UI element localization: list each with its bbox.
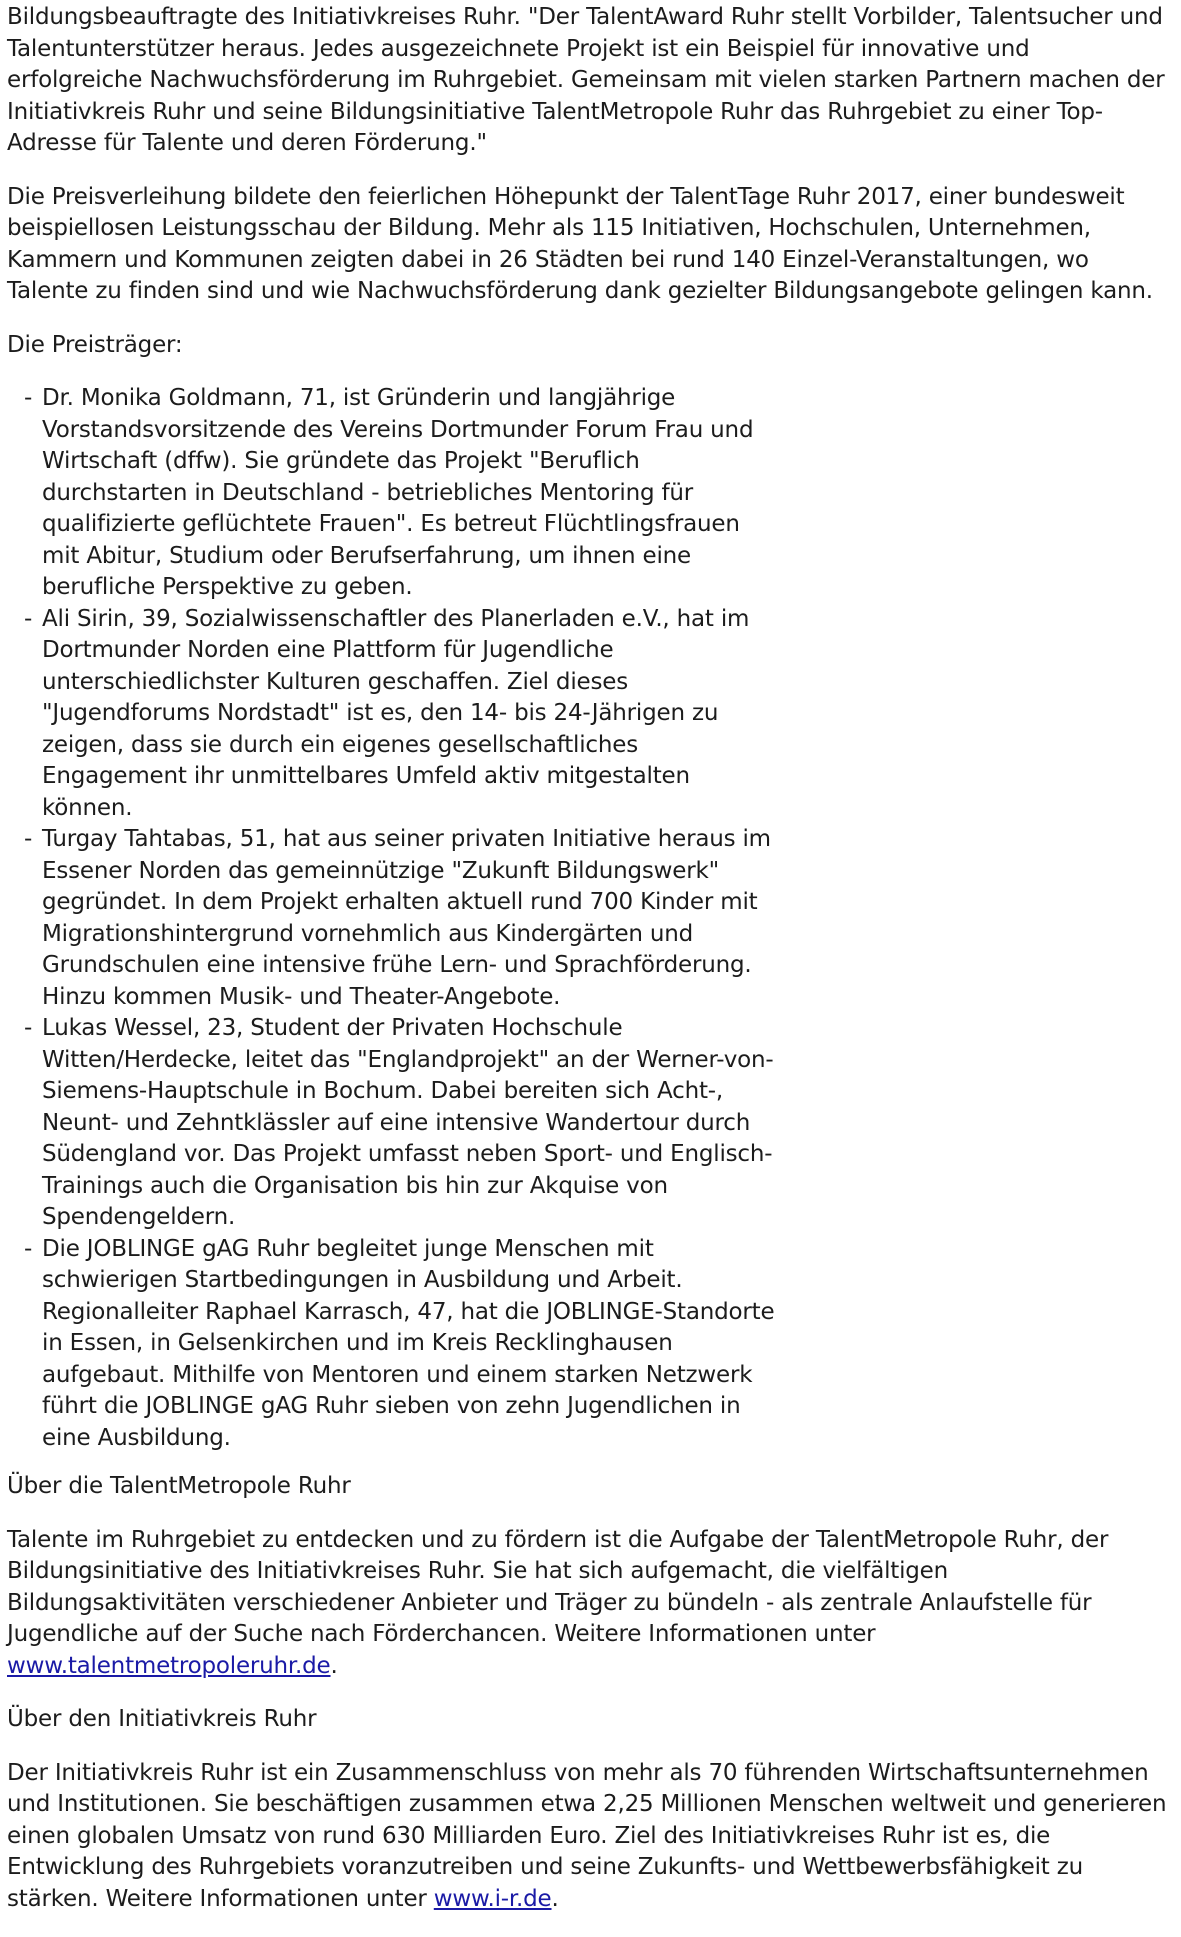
- list-item: - Ali Sirin, 39, Sozialwissenschaftler des Planerladen e.V., hat im Dortmunder Norden eine Plattform für Jugendliche unterschiedlichster Kulturen geschaffen. Ziel dieses "Jugendforums Nordstadt" ist es, den 14- bis 24-Jährigen zu zeigen, dass sie durch ein eigenes gesellschaftliches Engagement ihr unmittelbares Umfeld aktiv mitgestalten können.: [24, 604, 784, 825]
- talentmetropole-heading: Über die TalentMetropole Ruhr: [7, 1473, 351, 1499]
- talentmetropole-text: Talente im Ruhrgebiet zu entdecken und zu fördern ist die Aufgabe der TalentMetropole Ruhr, der Bildungsinitiative des Initiativkreises Ruhr. Sie hat sich aufgemacht, die vielfältigen Bildungsaktivitäten verschiedener Anbieter und Träger zu bündeln - als zentrale Anlaufstelle für Jugendliche auf der Suche nach Förderchancen. Weitere Informationen unter: [7, 1526, 1109, 1647]
- press-release-body: [7, 2, 1167, 1937]
- ceremony-paragraph: Die Preisverleihung bildete den feierlichen Höhepunkt der TalentTage Ruhr 2017, einer bundesweit beispiellosen Leistungsschau der Bildung. Mehr als 115 Initiativen, Hochschulen, Unternehmen, Kammern und Kommunen zeigten dabei in 26 Städten bei rund 140 Einzel-Veranstaltungen, wo Talente zu finden sind und wie Nachwuchsförderung dank gezielter Bildungsangebote gelingen kann.: [7, 183, 1153, 304]
- winners-heading: Die Preisträger:: [7, 331, 183, 358]
- initiativkreis-link[interactable]: www.i-r.de: [433, 1885, 552, 1912]
- intro-paragraph: Bildungsbeauftragte des Initiativkreises Ruhr. "Der TalentAward Ruhr stellt Vorbilder, Talentsucher und Talentunterstützer heraus. Jedes ausgezeichnete Projekt ist ein Beispiel für innovative und erfolgreiche Nachwuchsförderung im Ruhrgebiet. Gemeinsam mit vielen starken Partnern machen der Initiativkreis Ruhr und seine Bildungsinitiative TalentMetropole Ruhr das Ruhrgebiet zu einer Top-Adresse für Talente und deren Förderung.": [7, 4, 1165, 156]
- talentmetropole-link[interactable]: www.talentmetropoleruhr.de: [7, 1652, 331, 1679]
- talentmetropole-paragraph: [7, 1525, 1167, 1683]
- initiativkreis-link-suffix: .: [551, 1885, 559, 1912]
- winners-list: [7, 383, 784, 1454]
- list-item: - Dr. Monika Goldmann, 71, ist Gründerin und langjährige Vorstandsvorsitzende des Vereins Dortmunder Forum Frau und Wirtschaft (dffw). Sie gründete das Projekt "Beruflich durchstarten in Deutschland - betriebliches Mentoring für qualifizierte geflüchtete Frauen". Es betreut Flüchtlingsfrauen mit Abitur, Studium oder Berufserfahrung, um ihnen eine berufliche Perspektive zu geben.: [24, 383, 784, 604]
- initiativkreis-heading: Über den Initiativkreis Ruhr: [7, 1706, 317, 1732]
- list-item: - Die JOBLINGE gAG Ruhr begleitet junge Menschen mit schwierigen Startbedingungen in Ausbildung und Arbeit. Regionalleiter Raphael Karrasch, 47, hat die JOBLINGE-Standorte in Essen, in Gelsenkirchen und im Kreis Recklinghausen aufgebaut. Mithilfe von Mentoren und einem starken Netzwerk führt die JOBLINGE gAG Ruhr sieben von zehn Jugendlichen in eine Ausbildung.: [24, 1234, 784, 1455]
- list-item: - Lukas Wessel, 23, Student der Privaten Hochschule Witten/Herdecke, leitet das "Englandprojekt" an der Werner-von-Siemens-Hauptschule in Bochum. Dabei bereiten sich Acht-, Neunt- und Zehntklässler auf eine intensive Wandertour durch Südengland vor. Das Projekt umfasst neben Sport- und Englisch-Trainings auch die Organisation bis hin zur Akquise von Spendengeldern.: [24, 1013, 784, 1234]
- talentmetropole-link-suffix: .: [330, 1652, 338, 1679]
- initiativkreis-text: Der Initiativkreis Ruhr ist ein Zusammenschluss von mehr als 70 führenden Wirtschaftsunternehmen und Institutionen. Sie beschäftigen zusammen etwa 2,25 Millionen Menschen weltweit und generieren einen globalen Umsatz von rund 630 Milliarden Euro. Ziel des Initiativkreises Ruhr ist es, die Entwicklung des Ruhrgebiets voranzutreiben und seine Zukunfts- und Wettbewerbsfähigkeit zu stärken. Weitere Informationen unter: [7, 1759, 1167, 1912]
- list-item: - Turgay Tahtabas, 51, hat aus seiner privaten Initiative heraus im Essener Norden das gemeinnützige "Zukunft Bildungswerk" gegründet. In dem Projekt erhalten aktuell rund 700 Kinder mit Migrationshintergrund vornehmlich aus Kindergärten und Grundschulen eine intensive frühe Lern- und Sprachförderung. Hinzu kommen Musik- und Theater-Angebote.: [24, 824, 784, 1013]
- initiativkreis-paragraph: [7, 1758, 1167, 1916]
